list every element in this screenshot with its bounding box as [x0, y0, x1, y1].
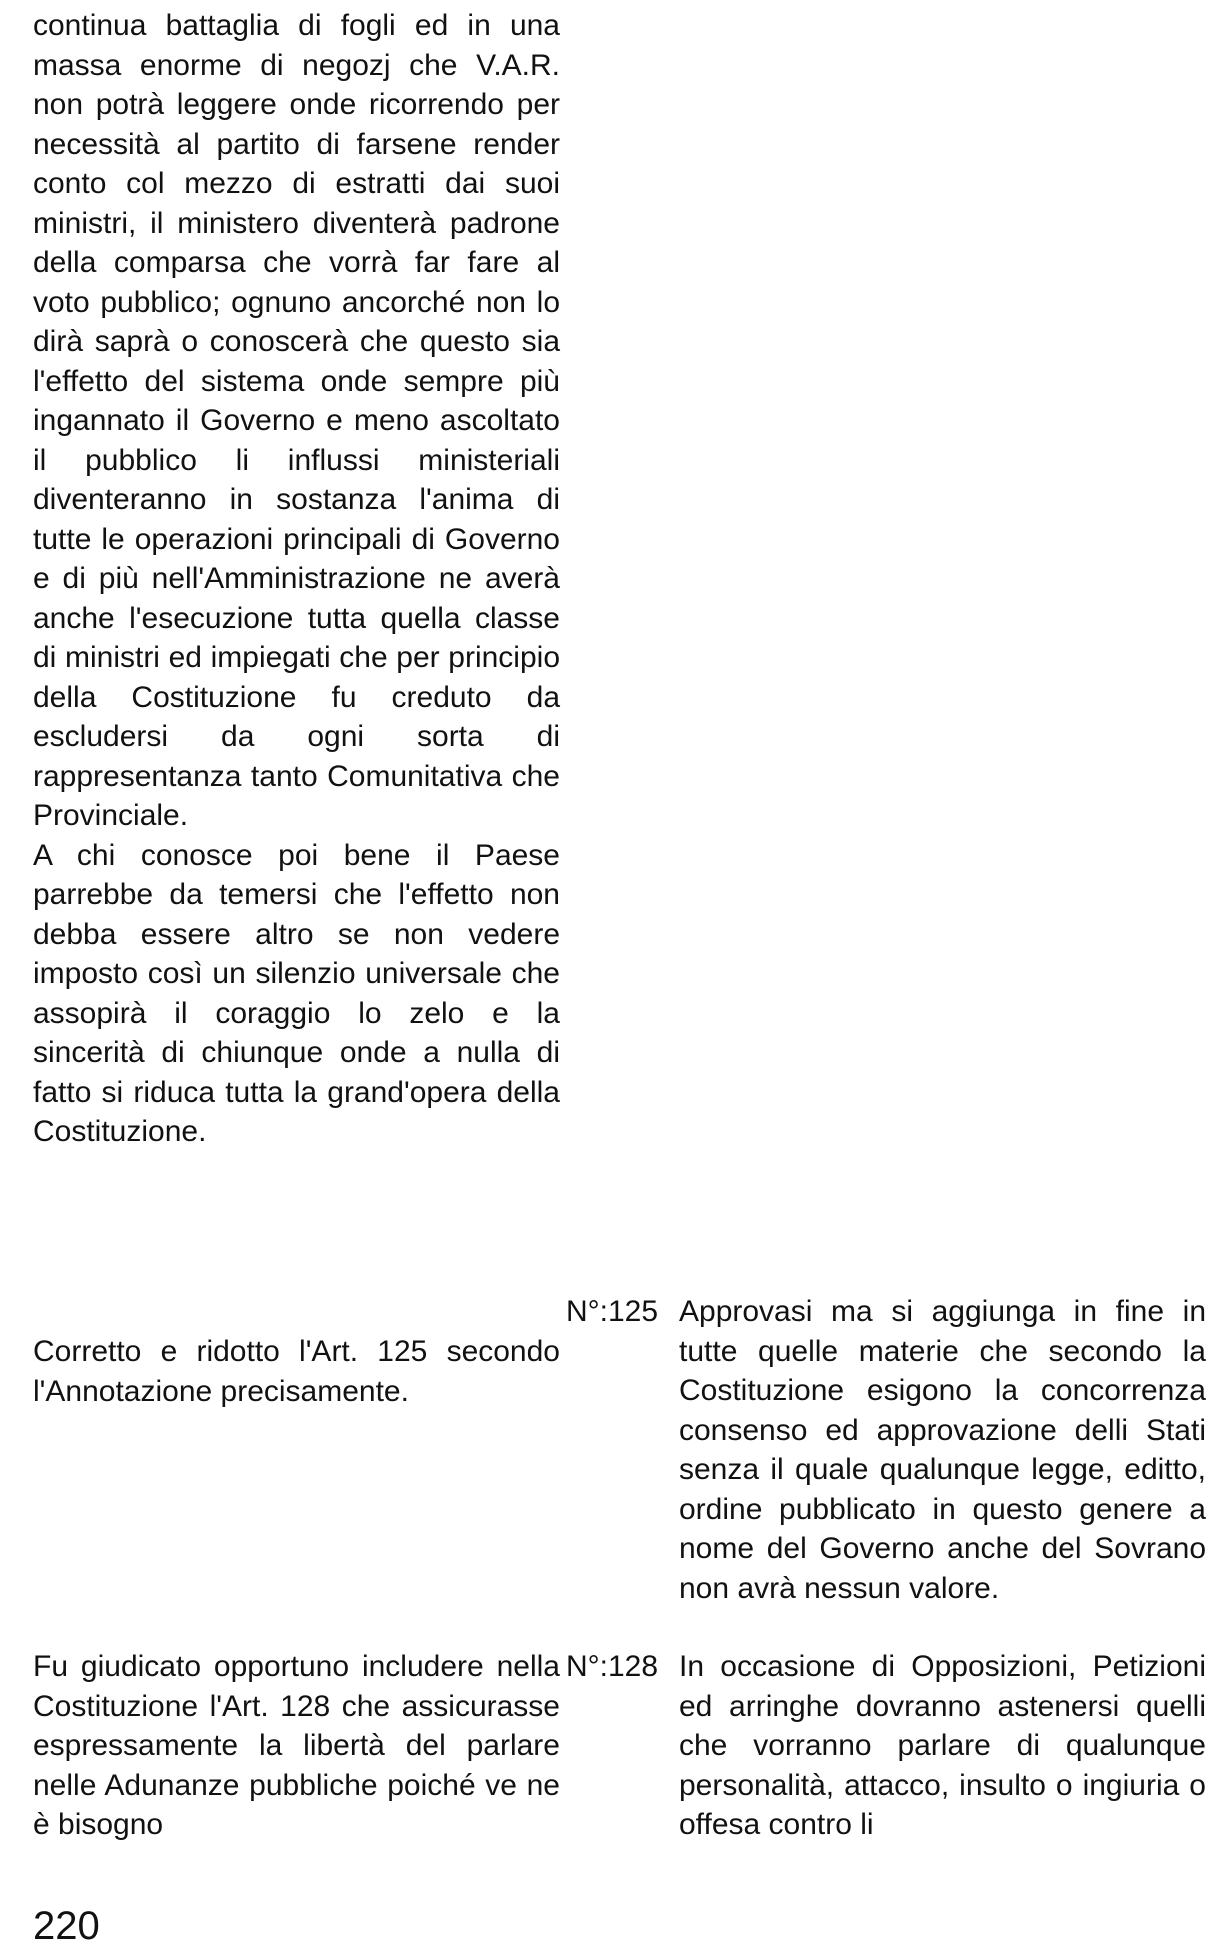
- article-number-128: N°:128: [566, 1650, 659, 1683]
- paragraph: A chi conosce poi bene il Paese parrebbe da temersi che l'effetto non debba essere altro se non vedere imposto così un silenzio universale che assopirà il coraggio lo zelo e la sincerità di chiunque onde a nulla di fatto si riduca tutta la grand'opera della Costituzione.: [33, 838, 560, 1148]
- paragraph: continua battaglia di fogli ed in una massa enorme di negozj che V.A.R. non potrà leggere onde ricorrendo per necessità al partito di farsene render conto col mezzo di estratti dai suoi ministri, il ministero diventerà padrone della comparsa che vorrà far fare al voto pubblico; ognuno ancorché non lo dirà saprà o conoscerà che questo sia l'effetto del sistema onde sempre più ingannato il Governo e meno ascoltato il pubblico li influssi ministeriali diventeranno in sostanza l'anima di tutte le operazioni principali di Governo e di più nell'Amministrazione ne averà anche l'esecuzione tutta quella classe di ministri ed impiegati che per principio della Costituzione fu creduto da escludersi da ogni sorta di rappresentanza tanto Comunitativa che Provinciale.: [33, 9, 560, 832]
- article-text-128: In occasione di Opposizioni, Petizioni ed arringhe dovranno astenersi quelli che vorranno parlare di qualunque personalità, attacco, insulto o ingiuria o offesa contro li: [679, 1650, 1206, 1841]
- page-number: 220: [33, 1904, 100, 1948]
- continuation-text: [33, 6, 560, 1152]
- annotation-art-128: Fu giudicato opportuno includere nella Costituzione l'Art. 128 che assicurasse espressamente la libertà del parlare nelle Adunanze pubbliche poiché ve ne è bisogno: [33, 1650, 560, 1841]
- article-number-125: N°:125: [566, 1295, 659, 1328]
- article-text-125: Approvasi ma si aggiunga in fine in tutte quelle materie che secondo la Costituzione esigono la concorrenza consenso ed approvazione delli Stati senza il quale qualunque legge, editto, ordine pubblicato in questo genere a nome del Governo anche del Sovrano non avrà nessun valore.: [679, 1295, 1206, 1605]
- annotation-art-125: Corretto e ridotto l'Art. 125 secondo l'Annotazione precisamente.: [33, 1335, 560, 1408]
